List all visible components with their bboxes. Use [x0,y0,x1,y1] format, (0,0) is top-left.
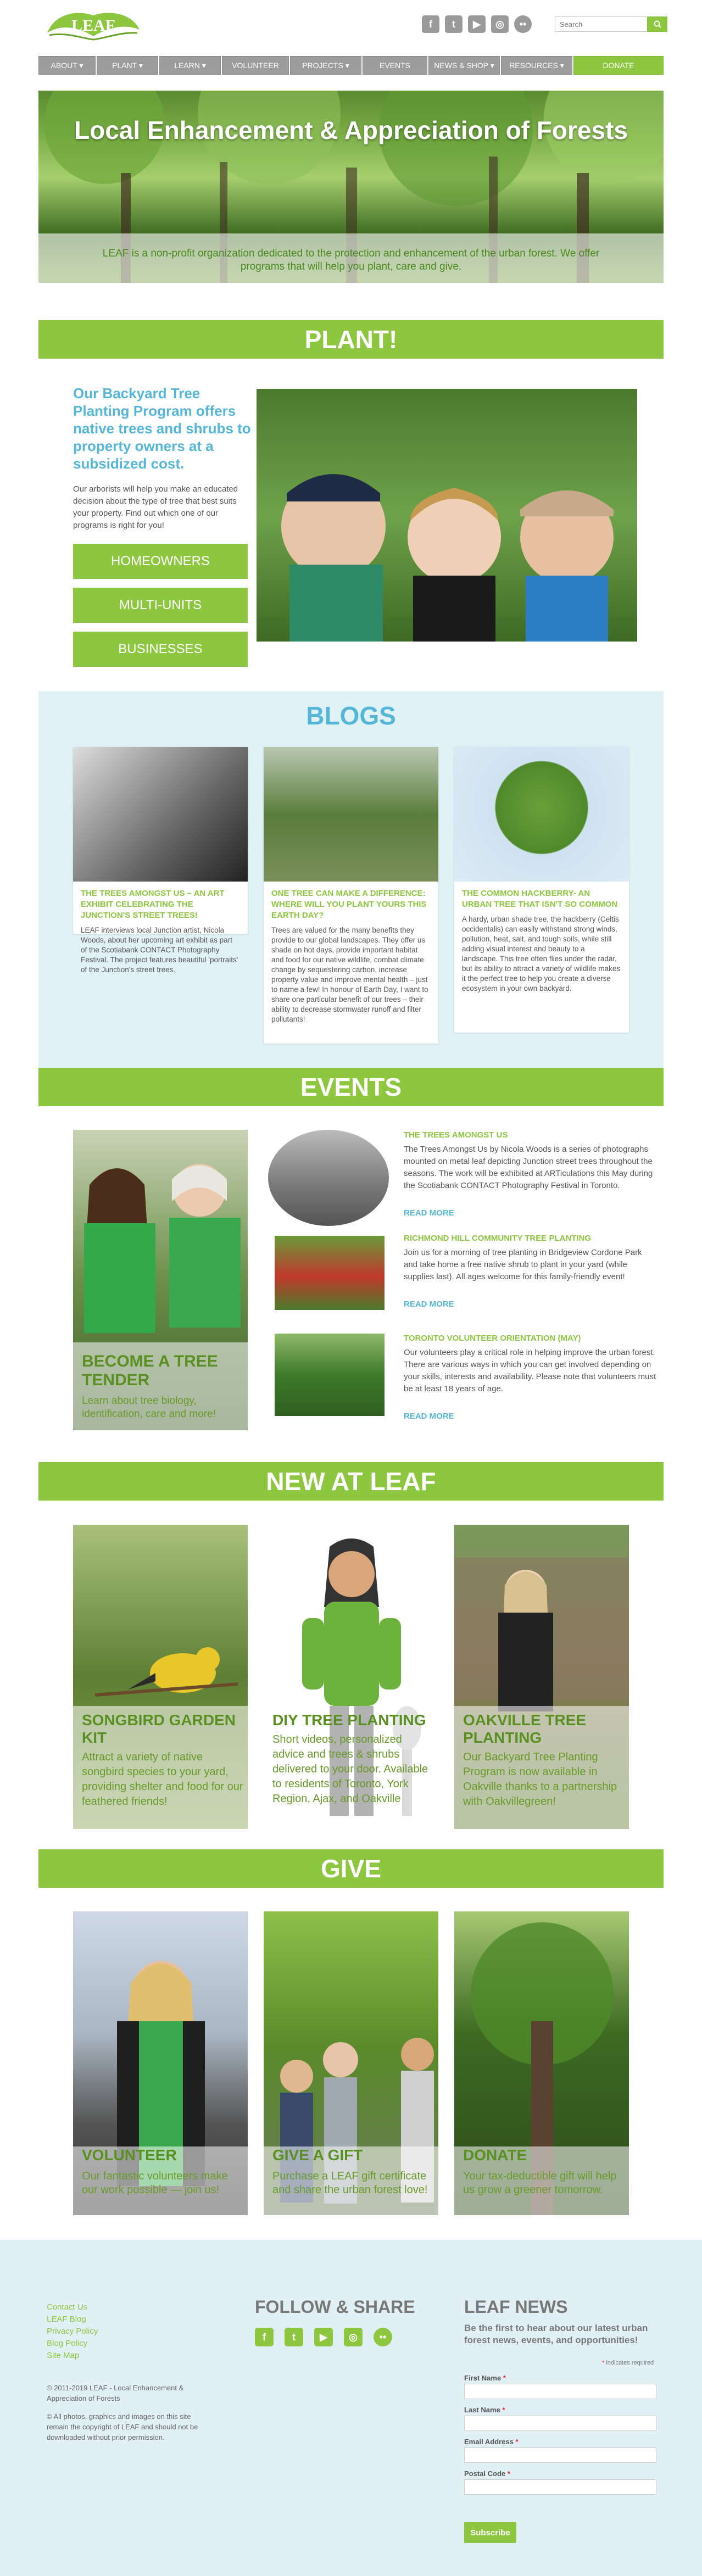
twitter-icon[interactable]: t [285,2328,303,2346]
copyright-text: © 2011-2019 LEAF - Local Enhancement & Appreciation of Forests [47,2384,184,2402]
footer-link-contact[interactable]: Contact Us [47,2302,88,2312]
blog-title[interactable]: THE COMMON HACKBERRY- AN URBAN TREE THAT ISN'T SO COMMON [462,889,618,909]
required-note [602,2360,654,2366]
required-asterisk: * [507,2469,510,2478]
blog-image-earth-day [264,747,438,882]
card-text: Purchase a LEAF gift certificate and share the urban forest love! [272,2170,428,2196]
required-asterisk: * [602,2360,606,2366]
card-title[interactable]: GIVE A GIFT [272,2146,363,2164]
nav-about[interactable]: ABOUT ▾ [38,56,96,75]
event-image-trees-amongst-us [268,1130,389,1226]
first-name-label [464,2374,506,2382]
event-read-more-link[interactable]: READ MORE [404,1412,454,1421]
event-title[interactable]: THE TREES AMONGST US [404,1130,508,1140]
footer-link-privacy[interactable]: Privacy Policy [47,2327,98,2336]
events-section-header: EVENTS [38,1068,664,1106]
postal-code-input[interactable] [464,2479,656,2495]
rights-text: © All photos, graphics and images on this site remain the copyright of LEAF and should not be downloaded without prior permission. [47,2412,198,2441]
plant-section-header: PLANT! [38,320,664,359]
flickr-icon[interactable]: •• [374,2328,392,2346]
event-title[interactable]: TORONTO VOLUNTEER ORIENTATION (MAY) [404,1334,581,1343]
businesses-button[interactable]: BUSINESSES [73,632,248,667]
blog-image-hackberry [454,747,629,882]
blog-excerpt: Trees are valued for the many benefits they provide to our global landscapes. They offer us shade on hot days, provide important habitat and food for our native wildlife, combat climate change by sequestering carbon, increase property value and improve mental health – just to name a few! In honour of Earth Day, I want to share one particular benefit of our trees – their ability to decrease stormwater runoff and filter pollutants! [271,926,428,1023]
card-title[interactable]: DONATE [463,2146,527,2164]
event-description: The Trees Amongst Us by Nicola Woods is a series of photographs mounted on metal leaf depicting Junction street trees throughout the seasons. The work will be exhibited at ARTiculations this May during the Scotiabank CONTACT Photography Festival in Toronto. [404,1145,653,1190]
event-read-more-link[interactable]: READ MORE [404,1208,454,1218]
card-title[interactable]: OAKVILLE TREE PLANTING [463,1711,587,1746]
plant-subheading: Our Backyard Tree Planting Program offers native trees and shrubs to property owners at a subsidized cost. [73,385,251,472]
tree-tender-text: Learn about tree biology, identification, care and more! [82,1395,216,1420]
card-text: Your tax-deductible gift will help us grow a greener tomorrow. [463,2170,617,2196]
give-a-gift-card[interactable] [264,1911,438,2215]
blog-title[interactable]: THE TREES AMONGST US – AN ART EXHIBIT CELEBRATING THE JUNCTION'S STREET TREES! [81,889,225,920]
main-nav [38,56,664,75]
card-text: Short videos, personalized advice and trees & shrubs delivered to your door. Available to residents of Toronto, York Region, Ajax, and Oakville [272,1733,428,1805]
event-image-volunteer-orientation [275,1334,385,1416]
search-input[interactable] [555,16,647,32]
facebook-icon[interactable]: f [422,15,439,33]
leaf-logo-mark [44,8,143,44]
songbird-kit-card[interactable] [73,1525,248,1829]
blog-card[interactable] [454,747,629,1033]
homeowners-button[interactable]: HOMEOWNERS [73,544,248,579]
give-section-header: GIVE [38,1849,664,1888]
donate-card[interactable] [454,1911,629,2215]
label-text: Postal Code [464,2469,506,2478]
label-text: Last Name [464,2406,500,2414]
svg-text:LEAF: LEAF [71,16,116,35]
nav-volunteer[interactable]: VOLUNTEER [222,56,289,75]
event-sponsor-logos [275,1312,385,1324]
card-title[interactable]: SONGBIRD GARDEN KIT [82,1711,236,1746]
first-name-input[interactable] [464,2384,656,2399]
event-description: Our volunteers play a critical role in helping improve the urban forest. There are various ways in which you can get involved depending on your skills, interests and availability. Please note that volunteers must be at least 18 years of age. [404,1348,656,1393]
planters-photo [257,389,637,642]
tree-tender-feature[interactable] [73,1130,248,1430]
nav-learn[interactable]: LEARN ▾ [159,56,221,75]
plant-description: Our arborists will help you make an educated decision about the type of tree that best suits your property. Find out which one of our programs is right for you! [73,484,238,530]
footer-copyright [47,2383,211,2443]
blog-title[interactable]: ONE TREE CAN MAKE A DIFFERENCE: WHERE WILL YOU PLANT YOURS THIS EARTH DAY? [271,889,427,920]
follow-heading: FOLLOW & SHARE [255,2297,415,2317]
blog-excerpt: A hardy, urban shade tree, the hackberry (Celtis occidentalis) can easily withstand strong winds, pollution, heat, salt, and tough soils, while still adding visual interest and beauty to a landscape. This tree often flies under the radar, but its ability to attract a variety of wildlife makes it the perfect tree to help you create a diverse ecosystem in your own backyard. [462,915,621,993]
footer-link-blog-policy[interactable]: Blog Policy [47,2339,88,2348]
hero-description: LEAF is a non-profit organization dedicated to the protection and enhancement of the urban forest. We offer programs that will help you plant, care and give. [102,248,600,272]
facebook-icon[interactable]: f [255,2328,274,2346]
volunteer-card[interactable] [73,1911,248,2215]
nav-news-shop[interactable]: NEWS & SHOP ▾ [428,56,500,75]
blog-card[interactable] [73,747,248,974]
required-asterisk: * [502,2406,505,2414]
last-name-input[interactable] [464,2416,656,2431]
required-asterisk: * [503,2374,506,2382]
youtube-icon[interactable]: ▶ [314,2328,333,2346]
hero-title: Local Enhancement & Appreciation of Forests [74,116,628,144]
event-image-richmond-hill [275,1236,385,1310]
blogs-heading: BLOGS [306,701,396,730]
nav-resources[interactable]: RESOURCES ▾ [501,56,572,75]
leaf-logo[interactable] [44,8,143,44]
footer-links [47,2301,211,2362]
event-title[interactable]: RICHMOND HILL COMMUNITY TREE PLANTING [404,1234,592,1243]
diy-tree-planting-card[interactable] [264,1525,438,1829]
blogs-section [38,691,664,1068]
multi-units-button[interactable]: MULTI-UNITS [73,588,248,623]
instagram-icon[interactable]: ◎ [344,2328,363,2346]
oakville-tree-planting-card[interactable] [454,1525,629,1829]
new-at-leaf-section-header: NEW AT LEAF [38,1462,664,1501]
blog-image-art-exhibit [73,747,248,882]
youtube-icon[interactable]: ▶ [468,15,486,33]
required-asterisk: * [515,2438,519,2446]
postal-code-label [464,2469,510,2478]
blog-card[interactable] [264,747,438,1044]
card-text: Our fantastic volunteers make our work possible — join us! [82,2170,228,2196]
footer-social-icons [255,2328,392,2346]
flickr-icon[interactable]: •• [514,15,532,33]
card-title[interactable]: DIY TREE PLANTING [272,1711,426,1729]
blog-excerpt: LEAF interviews local Junction artist, Nicola Woods, about her upcoming art exhibit as part of the Scotiabank CONTACT Photography Festival. The project features beautiful 'portraits' of the Junction's street trees. [81,926,238,974]
footer-link-sitemap[interactable]: Site Map [47,2351,80,2360]
label-text: Email Address [464,2438,514,2446]
last-name-label [464,2406,505,2414]
card-title[interactable]: VOLUNTEER [82,2146,177,2164]
email-input[interactable] [464,2447,656,2463]
nav-plant[interactable]: PLANT ▾ [97,56,158,75]
header-social-icons [422,15,532,35]
search-button[interactable] [647,16,667,32]
required-note-text: indicates required [606,2360,654,2366]
email-label [464,2438,519,2446]
site-header [0,0,702,55]
twitter-icon[interactable]: t [445,15,463,33]
event-read-more-link[interactable]: READ MORE [404,1300,454,1309]
tree-tender-title[interactable]: BECOME A TREE TENDER [82,1352,218,1389]
site-footer [0,2240,702,2576]
search-icon [654,20,661,28]
event-description: Join us for a morning of tree planting in Bridgeview Cordone Park and take home a free native shrub to plant in your yard (while supplies last). All ages welcome for this family-friendly event! [404,1248,642,1281]
instagram-icon[interactable]: ◎ [491,15,509,33]
newsletter-intro: Be the first to hear about our latest urban forest news, events, and opportunities! [464,2323,648,2345]
nav-events[interactable]: EVENTS [363,56,427,75]
news-heading: LEAF NEWS [464,2297,568,2317]
nav-donate[interactable]: DONATE [573,56,664,75]
search-form [555,16,667,32]
nav-projects[interactable]: PROJECTS ▾ [290,56,361,75]
footer-link-blog[interactable]: LEAF Blog [47,2315,86,2324]
card-text: Attract a variety of native songbird species to your yard, providing shelter and food for our feathered friends! [82,1751,243,1808]
card-text: Our Backyard Tree Planting Program is now available in Oakville thanks to a partnership with Oakvillegreen! [463,1751,617,1808]
subscribe-button[interactable]: Subscribe [464,2522,516,2543]
label-text: First Name [464,2374,502,2382]
